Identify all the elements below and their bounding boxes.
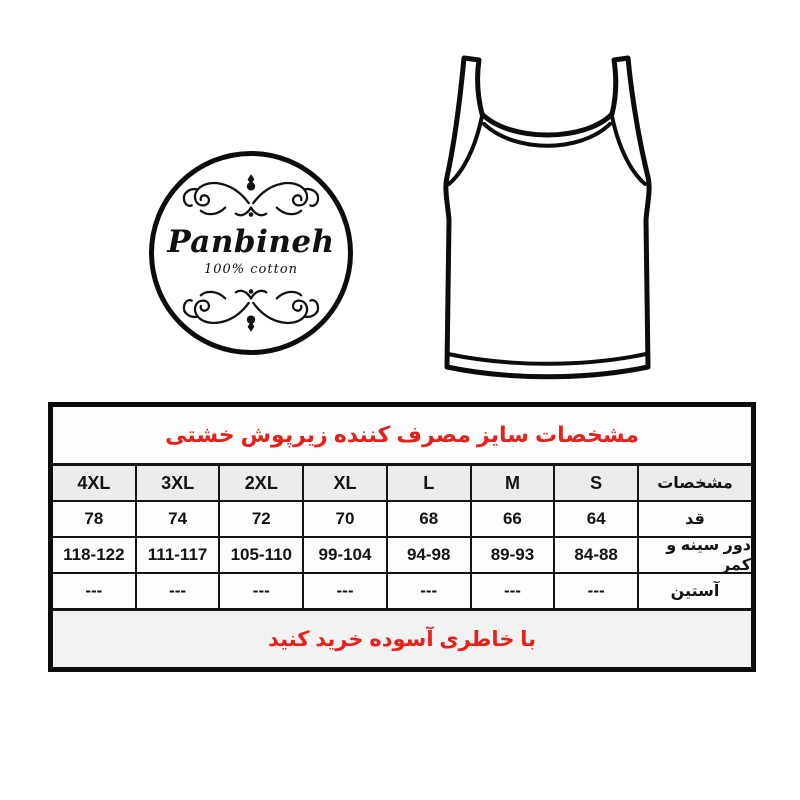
size-table-footer-note: با خاطری آسوده خرید کنید [53, 611, 751, 667]
value-cell: 118-122 [53, 538, 135, 572]
value-cell: 78 [53, 502, 135, 536]
column-header-size-s: S [555, 466, 637, 500]
row-label-sleeve: آستین [639, 574, 751, 608]
value-cell: 84-88 [555, 538, 637, 572]
size-table-title: مشخصات سایز مصرف کننده زیرپوش خشتی [53, 407, 751, 463]
value-cell: 74 [137, 502, 219, 536]
size-table [48, 402, 756, 672]
row-label-height: قد [639, 502, 751, 536]
value-cell: 72 [220, 502, 302, 536]
brand-name: Panbineh [167, 224, 335, 260]
column-header-size-2xl: 2XL [220, 466, 302, 500]
value-cell: 99-104 [304, 538, 386, 572]
value-cell: --- [53, 574, 135, 608]
value-cell: 94-98 [388, 538, 470, 572]
value-cell: --- [137, 574, 219, 608]
column-header-size-4xl: 4XL [53, 466, 135, 500]
flourish-ornament-top-icon [175, 171, 327, 223]
value-cell: 64 [555, 502, 637, 536]
camisole-drawing [440, 50, 655, 385]
column-header-size-m: M [472, 466, 554, 500]
value-cell: 89-93 [472, 538, 554, 572]
column-header-size-3xl: 3XL [137, 466, 219, 500]
value-cell: --- [220, 574, 302, 608]
value-cell: 111-117 [137, 538, 219, 572]
row-label-chest-waist: دور سینه و کمر [639, 538, 751, 572]
flourish-ornament-bottom-icon [175, 283, 327, 335]
column-header-size-l: L [388, 466, 470, 500]
value-cell: 66 [472, 502, 554, 536]
value-cell: 105-110 [220, 538, 302, 572]
value-cell: 68 [388, 502, 470, 536]
brand-logo-badge [149, 151, 353, 355]
brand-tagline: 100% cotton [203, 262, 299, 277]
column-header-specs: مشخصات [639, 466, 751, 500]
value-cell: --- [555, 574, 637, 608]
size-table-grid [53, 463, 751, 611]
camisole-silhouette [446, 58, 649, 377]
value-cell: 70 [304, 502, 386, 536]
value-cell: --- [388, 574, 470, 608]
value-cell: --- [472, 574, 554, 608]
column-header-size-xl: XL [304, 466, 386, 500]
value-cell: --- [304, 574, 386, 608]
